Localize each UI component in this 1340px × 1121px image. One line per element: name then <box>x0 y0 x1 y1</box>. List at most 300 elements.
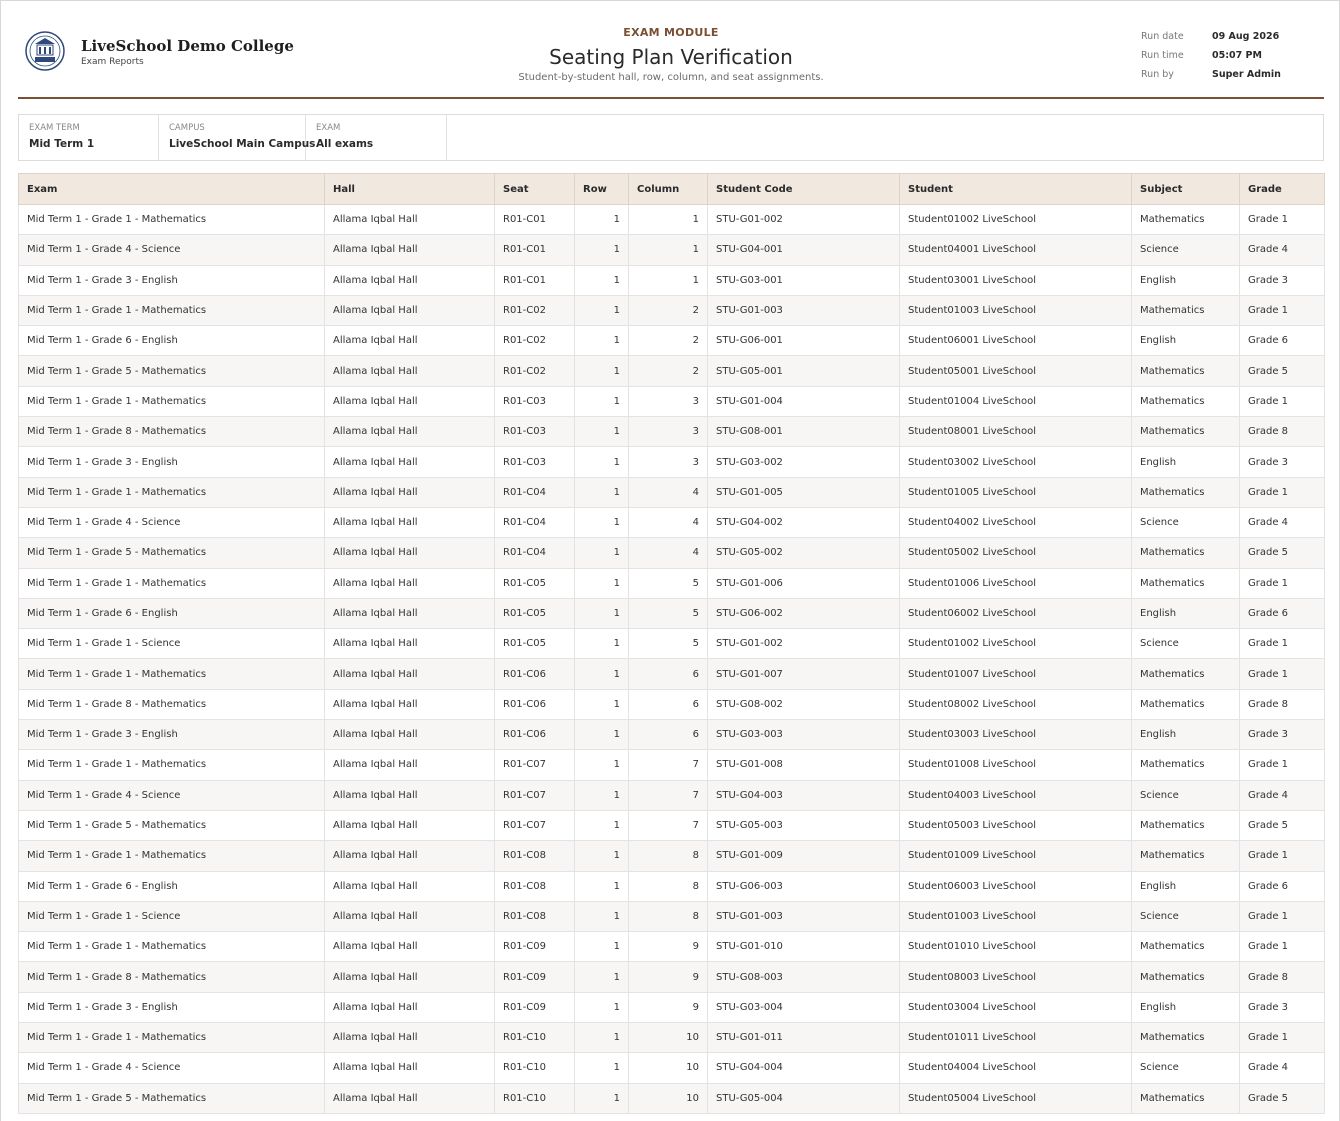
column-cell: 5 <box>629 629 708 659</box>
table-row <box>19 1083 1325 1113</box>
table-row <box>19 295 1325 325</box>
student-cell: Student01006 LiveSchool <box>900 568 1132 598</box>
table-header-row <box>19 174 1325 205</box>
grade-cell: Grade 4 <box>1240 235 1325 265</box>
student-code-cell: STU-G01-002 <box>708 205 900 235</box>
hall-cell: Allama Iqbal Hall <box>325 507 495 537</box>
report-title: Seating Plan Verification <box>549 45 793 69</box>
subject-cell: Science <box>1132 629 1240 659</box>
exam-cell: Mid Term 1 - Grade 6 - English <box>19 326 325 356</box>
student-cell: Student03002 LiveSchool <box>900 447 1132 477</box>
run-date-value: 09 Aug 2026 <box>1212 31 1280 42</box>
student-code-cell: STU-G01-009 <box>708 841 900 871</box>
column-cell: 8 <box>629 901 708 931</box>
hall-cell: Allama Iqbal Hall <box>325 295 495 325</box>
student-code-cell: STU-G01-007 <box>708 659 900 689</box>
seat-cell: R01-C04 <box>495 507 575 537</box>
seat-cell: R01-C10 <box>495 1023 575 1053</box>
student-cell: Student01003 LiveSchool <box>900 295 1132 325</box>
hall-cell: Allama Iqbal Hall <box>325 629 495 659</box>
seat-cell: R01-C05 <box>495 598 575 628</box>
table-row <box>19 992 1325 1022</box>
seat-cell: R01-C08 <box>495 901 575 931</box>
column-cell: 8 <box>629 871 708 901</box>
student-code-cell: STU-G05-002 <box>708 538 900 568</box>
grade-cell: Grade 5 <box>1240 538 1325 568</box>
student-cell: Student06001 LiveSchool <box>900 326 1132 356</box>
student-cell: Student04004 LiveSchool <box>900 1053 1132 1083</box>
run-date-row <box>1141 27 1281 46</box>
column-cell: 8 <box>629 841 708 871</box>
grade-cell: Grade 8 <box>1240 689 1325 719</box>
grade-cell: Grade 3 <box>1240 265 1325 295</box>
student-code-cell: STU-G05-003 <box>708 810 900 840</box>
hall-cell: Allama Iqbal Hall <box>325 992 495 1022</box>
row-cell: 1 <box>575 810 629 840</box>
row-cell: 1 <box>575 538 629 568</box>
grade-cell: Grade 1 <box>1240 841 1325 871</box>
table-row <box>19 417 1325 447</box>
student-code-cell: STU-G03-004 <box>708 992 900 1022</box>
student-code-cell: STU-G01-003 <box>708 295 900 325</box>
college-subtitle: Exam Reports <box>81 57 144 67</box>
row-cell: 1 <box>575 477 629 507</box>
exam-cell: Mid Term 1 - Grade 1 - Science <box>19 901 325 931</box>
run-by-value: Super Admin <box>1212 69 1281 80</box>
seat-cell: R01-C01 <box>495 205 575 235</box>
table-row <box>19 689 1325 719</box>
filter-exam-term <box>19 115 159 160</box>
column-cell: 7 <box>629 750 708 780</box>
column-header-hall[interactable]: Hall <box>325 174 495 205</box>
student-cell: Student01003 LiveSchool <box>900 901 1132 931</box>
row-cell: 1 <box>575 841 629 871</box>
subject-cell: English <box>1132 871 1240 901</box>
student-code-cell: STU-G03-002 <box>708 447 900 477</box>
grade-cell: Grade 6 <box>1240 598 1325 628</box>
exam-cell: Mid Term 1 - Grade 1 - Science <box>19 629 325 659</box>
column-header-seat[interactable]: Seat <box>495 174 575 205</box>
subject-cell: Mathematics <box>1132 689 1240 719</box>
grade-cell: Grade 8 <box>1240 962 1325 992</box>
table-row <box>19 477 1325 507</box>
seat-cell: R01-C08 <box>495 871 575 901</box>
student-cell: Student08002 LiveSchool <box>900 689 1132 719</box>
column-header-student[interactable]: Student <box>900 174 1132 205</box>
exam-cell: Mid Term 1 - Grade 5 - Mathematics <box>19 1083 325 1113</box>
student-cell: Student04001 LiveSchool <box>900 235 1132 265</box>
exam-cell: Mid Term 1 - Grade 3 - English <box>19 447 325 477</box>
row-cell: 1 <box>575 205 629 235</box>
seat-cell: R01-C02 <box>495 356 575 386</box>
hall-cell: Allama Iqbal Hall <box>325 1083 495 1113</box>
exam-cell: Mid Term 1 - Grade 3 - English <box>19 265 325 295</box>
column-cell: 7 <box>629 810 708 840</box>
exam-cell: Mid Term 1 - Grade 1 - Mathematics <box>19 568 325 598</box>
hall-cell: Allama Iqbal Hall <box>325 477 495 507</box>
student-cell: Student01010 LiveSchool <box>900 932 1132 962</box>
seat-cell: R01-C02 <box>495 326 575 356</box>
hall-cell: Allama Iqbal Hall <box>325 962 495 992</box>
column-header-student-code[interactable]: Student Code <box>708 174 900 205</box>
subject-cell: Mathematics <box>1132 568 1240 598</box>
student-cell: Student05001 LiveSchool <box>900 356 1132 386</box>
column-cell: 3 <box>629 417 708 447</box>
exam-cell: Mid Term 1 - Grade 8 - Mathematics <box>19 962 325 992</box>
grade-cell: Grade 4 <box>1240 780 1325 810</box>
row-cell: 1 <box>575 447 629 477</box>
subject-cell: Mathematics <box>1132 659 1240 689</box>
column-cell: 4 <box>629 538 708 568</box>
table-row <box>19 841 1325 871</box>
filter-value: LiveSchool Main Campus <box>169 138 316 150</box>
hall-cell: Allama Iqbal Hall <box>325 326 495 356</box>
grade-cell: Grade 4 <box>1240 1053 1325 1083</box>
grade-cell: Grade 5 <box>1240 1083 1325 1113</box>
subject-cell: English <box>1132 598 1240 628</box>
table-row <box>19 598 1325 628</box>
student-code-cell: STU-G04-003 <box>708 780 900 810</box>
row-cell: 1 <box>575 901 629 931</box>
filter-value: All exams <box>316 138 374 150</box>
column-header-exam[interactable]: Exam <box>19 174 325 205</box>
grade-cell: Grade 3 <box>1240 720 1325 750</box>
table-row <box>19 871 1325 901</box>
subject-cell: Mathematics <box>1132 810 1240 840</box>
hall-cell: Allama Iqbal Hall <box>325 265 495 295</box>
table-row <box>19 1053 1325 1083</box>
subject-cell: Science <box>1132 780 1240 810</box>
hall-cell: Allama Iqbal Hall <box>325 780 495 810</box>
subject-cell: English <box>1132 265 1240 295</box>
grade-cell: Grade 1 <box>1240 750 1325 780</box>
row-cell: 1 <box>575 932 629 962</box>
student-code-cell: STU-G08-003 <box>708 962 900 992</box>
student-cell: Student08003 LiveSchool <box>900 962 1132 992</box>
grade-cell: Grade 1 <box>1240 629 1325 659</box>
filter-label: EXAM <box>316 123 341 133</box>
seat-cell: R01-C06 <box>495 720 575 750</box>
grade-cell: Grade 1 <box>1240 932 1325 962</box>
column-cell: 10 <box>629 1023 708 1053</box>
student-code-cell: STU-G06-001 <box>708 326 900 356</box>
table-row <box>19 962 1325 992</box>
row-cell: 1 <box>575 659 629 689</box>
filter-campus <box>159 115 316 160</box>
hall-cell: Allama Iqbal Hall <box>325 205 495 235</box>
exam-cell: Mid Term 1 - Grade 4 - Science <box>19 1053 325 1083</box>
hall-cell: Allama Iqbal Hall <box>325 1023 495 1053</box>
run-time-value: 05:07 PM <box>1212 50 1262 61</box>
student-code-cell: STU-G04-002 <box>708 507 900 537</box>
grade-cell: Grade 1 <box>1240 386 1325 416</box>
hall-cell: Allama Iqbal Hall <box>325 568 495 598</box>
column-cell: 6 <box>629 689 708 719</box>
subject-cell: English <box>1132 720 1240 750</box>
row-cell: 1 <box>575 356 629 386</box>
subject-cell: Science <box>1132 235 1240 265</box>
seat-cell: R01-C02 <box>495 295 575 325</box>
seat-cell: R01-C01 <box>495 235 575 265</box>
student-cell: Student04002 LiveSchool <box>900 507 1132 537</box>
seat-cell: R01-C09 <box>495 932 575 962</box>
table-row <box>19 810 1325 840</box>
grade-cell: Grade 4 <box>1240 507 1325 537</box>
seat-cell: R01-C07 <box>495 810 575 840</box>
hall-cell: Allama Iqbal Hall <box>325 235 495 265</box>
subject-cell: Science <box>1132 1053 1240 1083</box>
column-cell: 4 <box>629 507 708 537</box>
exam-cell: Mid Term 1 - Grade 1 - Mathematics <box>19 477 325 507</box>
table-body <box>19 205 1325 1114</box>
table-row <box>19 447 1325 477</box>
subject-cell: Mathematics <box>1132 295 1240 325</box>
student-cell: Student01004 LiveSchool <box>900 386 1132 416</box>
filter-label: EXAM TERM <box>29 123 80 133</box>
student-cell: Student01002 LiveSchool <box>900 629 1132 659</box>
column-cell: 10 <box>629 1083 708 1113</box>
student-code-cell: STU-G05-004 <box>708 1083 900 1113</box>
seat-cell: R01-C04 <box>495 538 575 568</box>
exam-cell: Mid Term 1 - Grade 1 - Mathematics <box>19 841 325 871</box>
college-name: LiveSchool Demo College <box>81 37 294 55</box>
student-cell: Student01011 LiveSchool <box>900 1023 1132 1053</box>
table-row <box>19 932 1325 962</box>
student-cell: Student01002 LiveSchool <box>900 205 1132 235</box>
table-row <box>19 1023 1325 1053</box>
run-time-label: Run time <box>1141 50 1184 61</box>
column-header-subject[interactable]: Subject <box>1132 174 1240 205</box>
subject-cell: English <box>1132 326 1240 356</box>
hall-cell: Allama Iqbal Hall <box>325 659 495 689</box>
seat-cell: R01-C08 <box>495 841 575 871</box>
report-header <box>18 1 1324 99</box>
run-time-row <box>1141 46 1281 65</box>
grade-cell: Grade 1 <box>1240 477 1325 507</box>
column-cell: 3 <box>629 386 708 416</box>
hall-cell: Allama Iqbal Hall <box>325 720 495 750</box>
seat-cell: R01-C03 <box>495 417 575 447</box>
seat-cell: R01-C10 <box>495 1053 575 1083</box>
seat-cell: R01-C10 <box>495 1083 575 1113</box>
seat-cell: R01-C03 <box>495 386 575 416</box>
column-cell: 6 <box>629 720 708 750</box>
table-row <box>19 659 1325 689</box>
subject-cell: Mathematics <box>1132 356 1240 386</box>
grade-cell: Grade 3 <box>1240 992 1325 1022</box>
seat-cell: R01-C05 <box>495 629 575 659</box>
subject-cell: Mathematics <box>1132 477 1240 507</box>
exam-cell: Mid Term 1 - Grade 3 - English <box>19 992 325 1022</box>
report-description: Student-by-student hall, row, column, and seat assignments. <box>518 72 824 83</box>
grade-cell: Grade 1 <box>1240 568 1325 598</box>
table-row <box>19 507 1325 537</box>
student-cell: Student05004 LiveSchool <box>900 1083 1132 1113</box>
table-row <box>19 901 1325 931</box>
exam-cell: Mid Term 1 - Grade 1 - Mathematics <box>19 659 325 689</box>
student-cell: Student05003 LiveSchool <box>900 810 1132 840</box>
row-cell: 1 <box>575 629 629 659</box>
table-row <box>19 235 1325 265</box>
student-cell: Student03003 LiveSchool <box>900 720 1132 750</box>
student-code-cell: STU-G01-011 <box>708 1023 900 1053</box>
column-cell: 1 <box>629 265 708 295</box>
run-by-label: Run by <box>1141 69 1174 80</box>
exam-cell: Mid Term 1 - Grade 1 - Mathematics <box>19 295 325 325</box>
subject-cell: Science <box>1132 507 1240 537</box>
column-cell: 3 <box>629 447 708 477</box>
column-cell: 4 <box>629 477 708 507</box>
exam-cell: Mid Term 1 - Grade 4 - Science <box>19 780 325 810</box>
column-header-column[interactable]: Column <box>629 174 708 205</box>
row-cell: 1 <box>575 780 629 810</box>
grade-cell: Grade 5 <box>1240 810 1325 840</box>
table-row <box>19 205 1325 235</box>
student-cell: Student04003 LiveSchool <box>900 780 1132 810</box>
seat-cell: R01-C05 <box>495 568 575 598</box>
student-cell: Student01009 LiveSchool <box>900 841 1132 871</box>
seating-plan-table <box>18 173 1325 1114</box>
student-code-cell: STU-G06-002 <box>708 598 900 628</box>
grade-cell: Grade 6 <box>1240 871 1325 901</box>
grade-cell: Grade 1 <box>1240 1023 1325 1053</box>
row-cell: 1 <box>575 568 629 598</box>
column-cell: 2 <box>629 295 708 325</box>
column-cell: 2 <box>629 356 708 386</box>
exam-cell: Mid Term 1 - Grade 1 - Mathematics <box>19 386 325 416</box>
filter-summary <box>18 114 1324 161</box>
hall-cell: Allama Iqbal Hall <box>325 417 495 447</box>
row-cell: 1 <box>575 386 629 416</box>
school-crest-icon <box>24 30 66 72</box>
column-header-row[interactable]: Row <box>575 174 629 205</box>
hall-cell: Allama Iqbal Hall <box>325 1053 495 1083</box>
exam-cell: Mid Term 1 - Grade 3 - English <box>19 720 325 750</box>
student-code-cell: STU-G01-002 <box>708 629 900 659</box>
seat-cell: R01-C07 <box>495 750 575 780</box>
exam-cell: Mid Term 1 - Grade 5 - Mathematics <box>19 356 325 386</box>
row-cell: 1 <box>575 235 629 265</box>
subject-cell: Mathematics <box>1132 386 1240 416</box>
column-header-grade[interactable]: Grade <box>1240 174 1325 205</box>
hall-cell: Allama Iqbal Hall <box>325 386 495 416</box>
table-row <box>19 265 1325 295</box>
row-cell: 1 <box>575 962 629 992</box>
column-cell: 7 <box>629 780 708 810</box>
table-row <box>19 356 1325 386</box>
seat-cell: R01-C06 <box>495 659 575 689</box>
student-code-cell: STU-G03-001 <box>708 265 900 295</box>
row-cell: 1 <box>575 598 629 628</box>
hall-cell: Allama Iqbal Hall <box>325 841 495 871</box>
subject-cell: Mathematics <box>1132 841 1240 871</box>
row-cell: 1 <box>575 689 629 719</box>
student-cell: Student01008 LiveSchool <box>900 750 1132 780</box>
exam-cell: Mid Term 1 - Grade 1 - Mathematics <box>19 750 325 780</box>
exam-cell: Mid Term 1 - Grade 1 - Mathematics <box>19 1023 325 1053</box>
row-cell: 1 <box>575 1083 629 1113</box>
hall-cell: Allama Iqbal Hall <box>325 901 495 931</box>
table-row <box>19 629 1325 659</box>
hall-cell: Allama Iqbal Hall <box>325 871 495 901</box>
column-cell: 6 <box>629 659 708 689</box>
exam-cell: Mid Term 1 - Grade 8 - Mathematics <box>19 689 325 719</box>
grade-cell: Grade 5 <box>1240 356 1325 386</box>
filter-value: Mid Term 1 <box>29 138 95 150</box>
row-cell: 1 <box>575 265 629 295</box>
student-cell: Student01007 LiveSchool <box>900 659 1132 689</box>
student-cell: Student05002 LiveSchool <box>900 538 1132 568</box>
subject-cell: Mathematics <box>1132 962 1240 992</box>
column-cell: 1 <box>629 235 708 265</box>
student-code-cell: STU-G04-004 <box>708 1053 900 1083</box>
student-code-cell: STU-G04-001 <box>708 235 900 265</box>
subject-cell: English <box>1132 447 1240 477</box>
column-cell: 1 <box>629 205 708 235</box>
grade-cell: Grade 6 <box>1240 326 1325 356</box>
seat-cell: R01-C09 <box>495 992 575 1022</box>
hall-cell: Allama Iqbal Hall <box>325 932 495 962</box>
seat-cell: R01-C07 <box>495 780 575 810</box>
student-code-cell: STU-G08-001 <box>708 417 900 447</box>
run-by-row <box>1141 65 1281 84</box>
subject-cell: Mathematics <box>1132 417 1240 447</box>
exam-cell: Mid Term 1 - Grade 4 - Science <box>19 235 325 265</box>
exam-cell: Mid Term 1 - Grade 8 - Mathematics <box>19 417 325 447</box>
student-code-cell: STU-G05-001 <box>708 356 900 386</box>
column-cell: 5 <box>629 598 708 628</box>
subject-cell: Mathematics <box>1132 1023 1240 1053</box>
row-cell: 1 <box>575 1053 629 1083</box>
column-cell: 2 <box>629 326 708 356</box>
filter-label: CAMPUS <box>169 123 205 133</box>
student-cell: Student06002 LiveSchool <box>900 598 1132 628</box>
hall-cell: Allama Iqbal Hall <box>325 538 495 568</box>
grade-cell: Grade 3 <box>1240 447 1325 477</box>
student-code-cell: STU-G01-006 <box>708 568 900 598</box>
row-cell: 1 <box>575 417 629 447</box>
table-row <box>19 326 1325 356</box>
column-cell: 9 <box>629 932 708 962</box>
grade-cell: Grade 1 <box>1240 901 1325 931</box>
table-row <box>19 538 1325 568</box>
column-cell: 9 <box>629 962 708 992</box>
exam-cell: Mid Term 1 - Grade 1 - Mathematics <box>19 932 325 962</box>
subject-cell: Mathematics <box>1132 932 1240 962</box>
student-code-cell: STU-G01-004 <box>708 386 900 416</box>
subject-cell: Mathematics <box>1132 538 1240 568</box>
student-cell: Student01005 LiveSchool <box>900 477 1132 507</box>
subject-cell: Mathematics <box>1132 750 1240 780</box>
student-cell: Student03001 LiveSchool <box>900 265 1132 295</box>
student-cell: Student03004 LiveSchool <box>900 992 1132 1022</box>
table-row <box>19 720 1325 750</box>
seat-cell: R01-C09 <box>495 962 575 992</box>
grade-cell: Grade 1 <box>1240 659 1325 689</box>
row-cell: 1 <box>575 720 629 750</box>
exam-cell: Mid Term 1 - Grade 5 - Mathematics <box>19 810 325 840</box>
column-cell: 9 <box>629 992 708 1022</box>
row-cell: 1 <box>575 750 629 780</box>
row-cell: 1 <box>575 507 629 537</box>
run-metadata <box>1141 27 1281 84</box>
seat-cell: R01-C06 <box>495 689 575 719</box>
student-code-cell: STU-G08-002 <box>708 689 900 719</box>
row-cell: 1 <box>575 326 629 356</box>
hall-cell: Allama Iqbal Hall <box>325 810 495 840</box>
module-label: EXAM MODULE <box>623 26 719 39</box>
hall-cell: Allama Iqbal Hall <box>325 689 495 719</box>
